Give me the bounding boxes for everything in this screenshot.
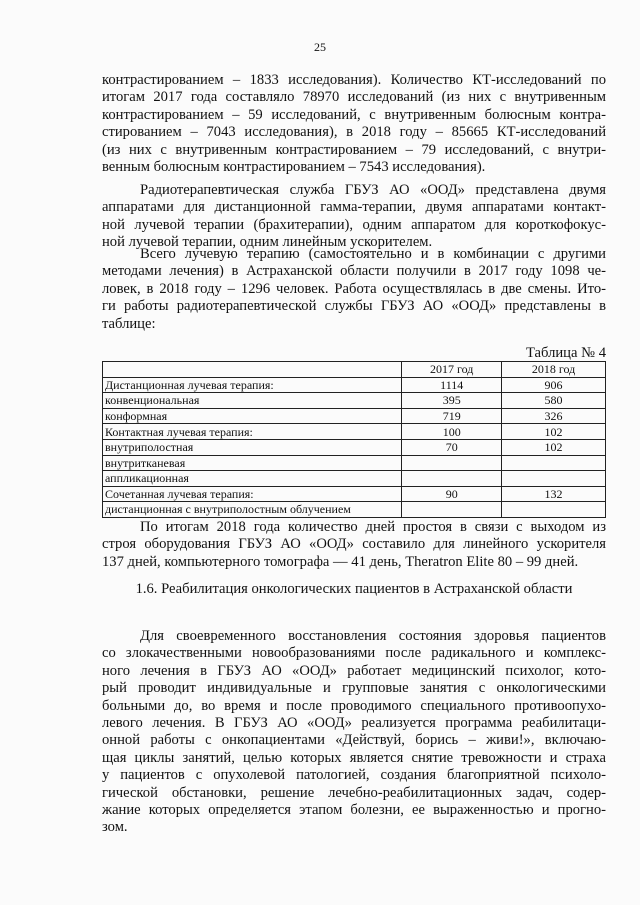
- text-line: 137 дней, компьютерного томографа — 41 день, Theratron Elite 80 – 99 дней.: [102, 553, 579, 570]
- text-line: у пациентов с опухолевой патологией, создания благоприятной психоло-: [102, 767, 606, 784]
- row-label-cell: дистанционная с внутриполостным облучением: [103, 502, 402, 518]
- table-row: [103, 393, 606, 409]
- header-cell-empty: [103, 362, 402, 378]
- value-cell-2017: 395: [402, 393, 502, 409]
- row-label-cell: Дистанционная лучевая терапия:: [103, 377, 402, 393]
- text-line: контрастированием – 1833 исследования). Количество КТ-исследований по: [102, 72, 606, 88]
- text-line: По итогам 2018 года количество дней простоя в связи с выходом из: [140, 519, 606, 535]
- table-row: [103, 502, 606, 518]
- text-line: стированием – 7043 исследования), в 2018 году – 85665 КТ-исследований: [102, 124, 606, 141]
- value-cell-2017: 100: [402, 424, 502, 440]
- row-label-cell: Сочетанная лучевая терапия:: [103, 486, 402, 502]
- text-line: ного лечения в ГБУЗ АО «ООД» работает медицинский психолог, кото-: [102, 662, 606, 679]
- value-cell-2018: 132: [502, 486, 606, 502]
- text-line: ной лучевой терапии (брахитерапии), одним аппаратом для короткофокус-: [102, 216, 606, 233]
- text-line: со злокачественными новообразованиями после радикального и комплекс-: [102, 645, 606, 662]
- table-caption: Таблица № 4: [526, 345, 606, 361]
- table-row: [103, 455, 606, 471]
- text-line: (из них с внутривенным контрастированием – 79 исследований, с внутри-: [102, 141, 606, 158]
- text-line: больными до, во время и после проводимого специального противоопухо-: [102, 697, 606, 714]
- value-cell-2018: [502, 455, 606, 471]
- section-heading: 1.6. Реабилитация онкологических пациентов в Астраханской области: [135, 581, 573, 597]
- text-line: рый проводит индивидуальные и групповые занятия с онкологическими: [102, 680, 606, 697]
- paragraph-radiotherapy-service: [102, 182, 606, 252]
- row-label-cell: внутриполостная: [103, 439, 402, 455]
- text-line: Для своевременного восстановления состояния здоровья пациентов: [140, 628, 606, 644]
- row-label-cell: конвенциональная: [103, 393, 402, 409]
- text-line: методами лечения) в Астраханской области получили в 2017 году 1098 че-: [102, 263, 606, 280]
- text-line: левого лечения. В ГБУЗ АО «ООД» реализуется программа реабилитаци-: [102, 715, 606, 732]
- row-label-cell: внутритканевая: [103, 455, 402, 471]
- text-line: онной работы с онкопациентами «Действуй, борись – живи!», включаю-: [102, 732, 606, 749]
- text-line: строя оборудования ГБУЗ АО «ООД» составило для линейного ускорителя: [102, 536, 606, 553]
- value-cell-2018: [502, 471, 606, 487]
- value-cell-2018: 102: [502, 439, 606, 455]
- row-label-cell: конформная: [103, 408, 402, 424]
- value-cell-2017: 90: [402, 486, 502, 502]
- text-line: щая циклы занятий, целью которых является снятие тревожности и страха: [102, 749, 606, 766]
- value-cell-2017: [402, 471, 502, 487]
- radiotherapy-table: [102, 361, 606, 518]
- text-line: гической обстановки, решение лечебно-реабилитационных задач, содер-: [102, 784, 606, 801]
- table-row: [103, 471, 606, 487]
- value-cell-2017: [402, 455, 502, 471]
- value-cell-2017: 719: [402, 408, 502, 424]
- row-label-cell: аппликационная: [103, 471, 402, 487]
- value-cell-2018: 326: [502, 408, 606, 424]
- text-line: ги работы радиотерапевтической службы ГБУЗ АО «ООД» представлены в: [102, 298, 606, 315]
- paragraph-radiotherapy-totals: [102, 246, 606, 333]
- table-header-row: [103, 362, 606, 378]
- value-cell-2018: 906: [502, 377, 606, 393]
- table-row: [103, 486, 606, 502]
- text-line: ловек, в 2018 году – 1296 человек. Работа осуществлялась в две смены. Ито-: [102, 280, 606, 297]
- page-number: 25: [314, 40, 326, 54]
- header-cell-2017: 2017 год: [402, 362, 502, 378]
- text-line: контрастированием – 59 исследований, с внутривенным болюсным контра-: [102, 106, 606, 123]
- header-cell-2018: 2018 год: [502, 362, 606, 378]
- table-row: [103, 377, 606, 393]
- text-line: Всего лучевую терапию (самостоятельно и в комбинации с другими: [140, 246, 606, 262]
- text-line: аппаратами для дистанционной гамма-терапии, двумя аппаратами контакт-: [102, 199, 606, 216]
- value-cell-2017: 1114: [402, 377, 502, 393]
- paragraph-downtime: [102, 519, 606, 571]
- text-line: жание которых определяется этапом болезни, ее выраженностью и прогно-: [102, 802, 606, 819]
- text-line: ной лучевой терапии, одним линейным ускорителем.: [102, 234, 433, 251]
- text-line: Радиотерапевтическая служба ГБУЗ АО «ООД» представлена двумя: [140, 182, 606, 198]
- text-line: таблице:: [102, 315, 156, 332]
- value-cell-2018: 580: [502, 393, 606, 409]
- row-label-cell: Контактная лучевая терапия:: [103, 424, 402, 440]
- table-row: [103, 439, 606, 455]
- value-cell-2017: 70: [402, 439, 502, 455]
- table-row: [103, 424, 606, 440]
- table-row: [103, 408, 606, 424]
- value-cell-2018: [502, 502, 606, 518]
- value-cell-2017: [402, 502, 502, 518]
- paragraph-rehabilitation: [102, 628, 606, 837]
- text-line: венным болюсным контрастированием – 7543 исследования).: [102, 159, 486, 176]
- paragraph-ct-research: [102, 72, 606, 176]
- text-line: зом.: [102, 819, 128, 836]
- value-cell-2018: 102: [502, 424, 606, 440]
- text-line: итогам 2017 года составляло 78970 исследований (из них с внутривенным: [102, 89, 606, 106]
